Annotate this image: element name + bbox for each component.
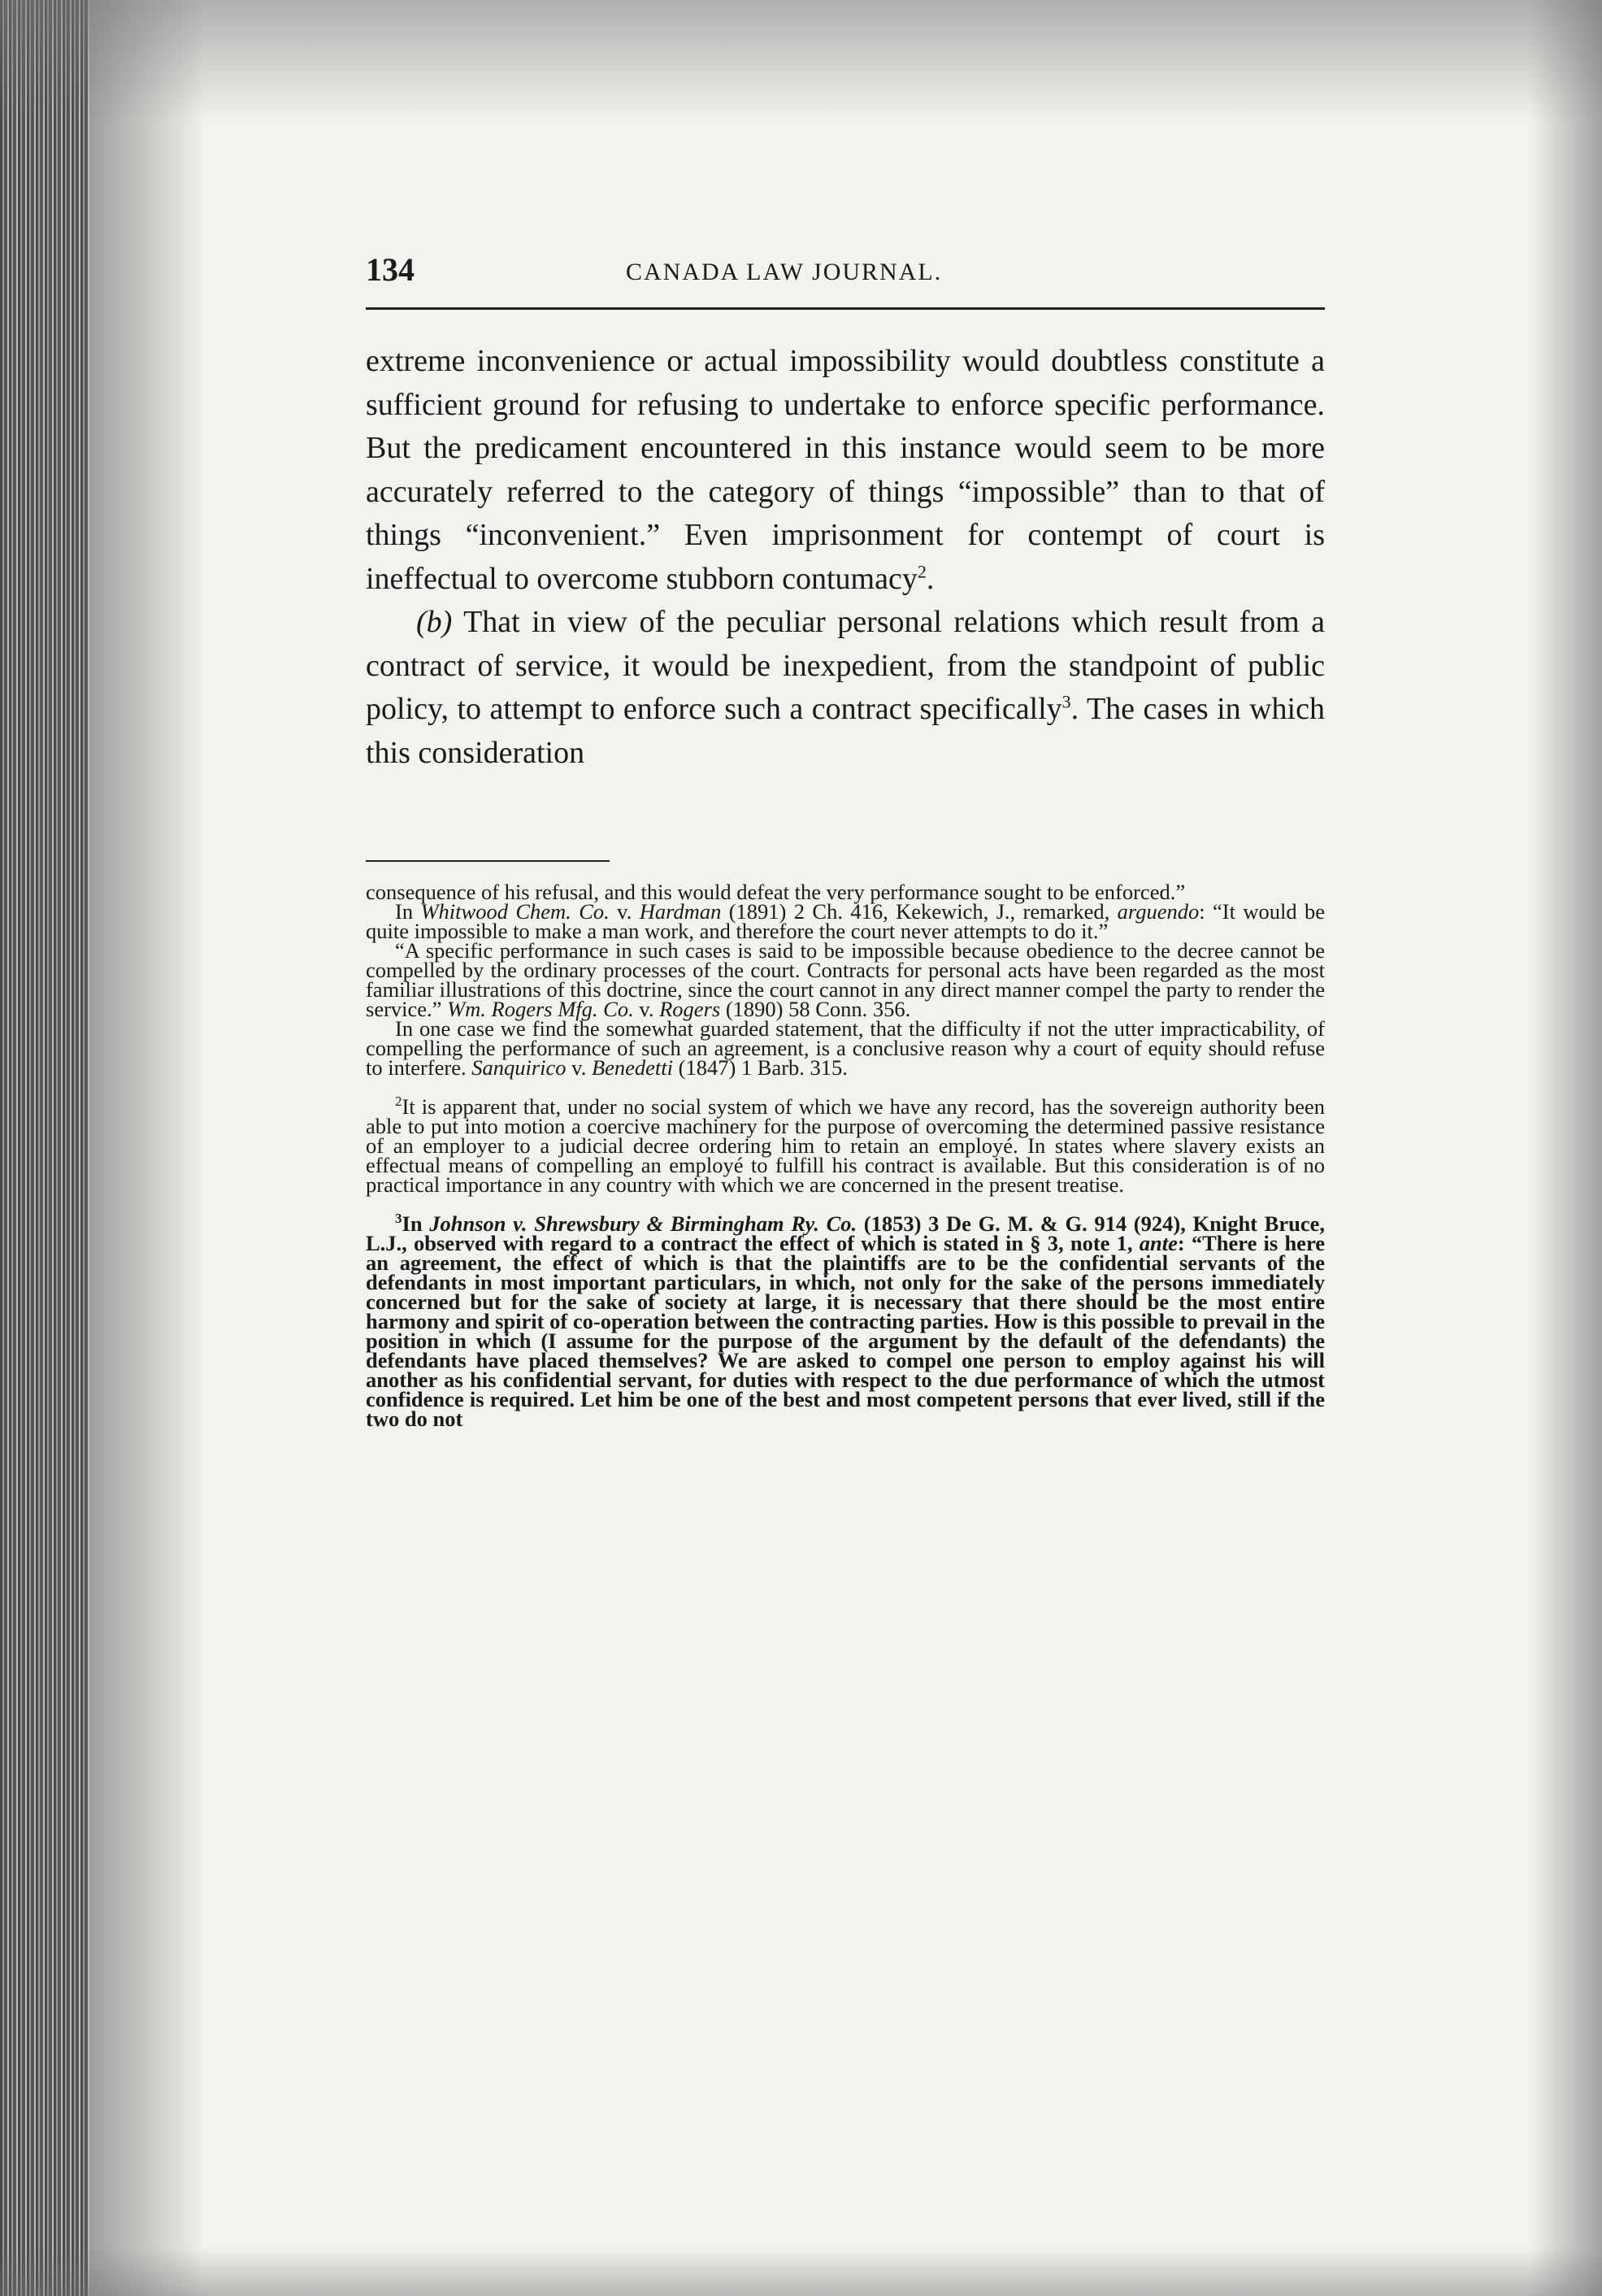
note-ref-2: 2 <box>917 560 927 581</box>
fn-text: (1891) 2 Ch. 416, Kekewich, J., remarked, <box>721 899 1118 924</box>
scan-shadow-left-fade <box>89 0 203 2296</box>
footnote-3-mark: 3 <box>395 1211 402 1227</box>
case-party: Benedetti <box>591 1055 674 1080</box>
latin-term: arguendo <box>1117 899 1200 924</box>
document-page <box>366 244 1345 1431</box>
body-paragraph-1-end: . <box>926 561 935 596</box>
scan-shadow-right <box>1529 0 1602 2296</box>
running-head: CANADA LAW JOURNAL. <box>626 259 943 285</box>
footnote-2-text: It is apparent that, under no social system of which we have any record, has the sovereign authority been able to put into motion a coercive machinery for the purpose of overcoming the determined passive resistance of an employer to a judicial decree ordering him to retain an employé. In states where slavery exists an effectual means of compelling an employé to fulfill his contract is available. But this consideration is of no practical importance in any country with which we are concerned in the present treatise. <box>366 1094 1325 1197</box>
fn-text: In <box>395 899 421 924</box>
fn-text: (1853) 3 De G. M. & G. 914 (924), Knight Bruce, L.J., observed with regard to a contract the effect of which is stated in § 3, note 1, <box>366 1211 1325 1255</box>
fn-text: “A specific performance in such cases is said to be impossible because obedience to the decree cannot be compelled by the ordinary processes of the court. Contracts for personal acts have been regarded as the most familiar illustrations of this doctrine, since the court cannot in any direct manner compel the party to render the service.” <box>366 938 1325 1021</box>
scan-shadow-left <box>0 0 89 2296</box>
footnote-continued-4 <box>366 1016 1325 1080</box>
fn-text: v. <box>566 1055 592 1080</box>
footnote-rule <box>366 860 610 862</box>
fn-text: : “There is here an agreement, the effect of which is that the plaintiffs are to be the confidential servants of the defendants in most important particulars, in which, not only for the sake of the persons immediately concerned but for the sake of society at large, it is necessary that there should be the most entire harmony and spirit of co-operation between the contracting parties. How is this possible to prevail in the position in which (I assume for the purpose of the argument by the default of the defendants) the defendants have placed themselves? We are asked to compel one person to employ against his will another as his confidential servant, for duties with respect to the due performance of which the utmost confidence is required. Let him be one of the best and most competent persons that ever lived, still if the two do not <box>366 1231 1325 1431</box>
page-header <box>366 244 1345 293</box>
footnotes <box>366 880 1326 1431</box>
footnote-3 <box>366 1211 1325 1431</box>
fn-text: : “It would be quite impossible to make a man work, and therefore the court never attempts to do it.” <box>366 899 1326 943</box>
body-paragraph-2-tail: . The cases in which this consideration <box>366 692 1325 770</box>
footnote-2-mark: 2 <box>395 1094 402 1110</box>
fn-text: (1890) 58 Conn. 356. <box>720 997 911 1021</box>
fn-text: v. <box>609 899 640 924</box>
fn-text: (1847) 1 Barb. 315. <box>673 1055 848 1080</box>
footnote-2 <box>366 1094 1325 1197</box>
body-paragraph-1 <box>366 340 1325 601</box>
note-ref-3: 3 <box>1061 691 1071 712</box>
case-name: Wm. Rogers Mfg. Co. <box>447 997 634 1021</box>
fn-text: In <box>402 1211 430 1236</box>
footnote-continued-1: consequence of his refusal, and this would defeat the very performance sought to be enforced.” <box>366 880 1186 904</box>
case-name: Johnson v. Shrewsbury & Birmingham Ry. Co. <box>429 1211 857 1236</box>
footnote-continued-3 <box>366 938 1325 1021</box>
body-paragraph-1-text: extreme inconvenience or actual impossibility would doubtless constitute a sufficient ground for refusing to undertake to enforce specific performance. But the predicament encountered in this instance would seem to be more accurately referred to the category of things “impossible” than to that of things “inconvenient.” Even imprisonment for contempt of court is ineffectual to overcome stubborn contumacy <box>366 344 1325 596</box>
case-party: Rogers <box>659 997 721 1021</box>
case-party: Hardman <box>639 899 722 924</box>
page-number: 134 <box>366 251 415 288</box>
case-name: Sanquirico <box>471 1055 567 1080</box>
case-name: Whitwood Chem. Co. <box>420 899 610 924</box>
body-text <box>366 340 1325 775</box>
header-rule <box>366 307 1325 310</box>
body-paragraph-2-text: That in view of the peculiar personal relations which result from a contract of service, it would be inexpedient, from the standpoint of public policy, to attempt to enforce such a contract specifically <box>366 605 1325 726</box>
footnote-continued-2 <box>366 899 1326 943</box>
fn-text: In one case we find the somewhat guarded statement, that the difficulty if not the utter impracticability, of compelling the performance of such an agreement, is a conclusive reason why a court of equity should refuse to interfere. <box>366 1016 1325 1080</box>
scan-shadow-top <box>0 0 1602 122</box>
body-paragraph-2 <box>366 601 1325 775</box>
fn-text: v. <box>633 997 660 1021</box>
scan-shadow-bottom <box>0 2247 1602 2296</box>
body-paragraph-2-label: (b) <box>416 605 453 639</box>
latin-term: ante <box>1139 1231 1178 1255</box>
